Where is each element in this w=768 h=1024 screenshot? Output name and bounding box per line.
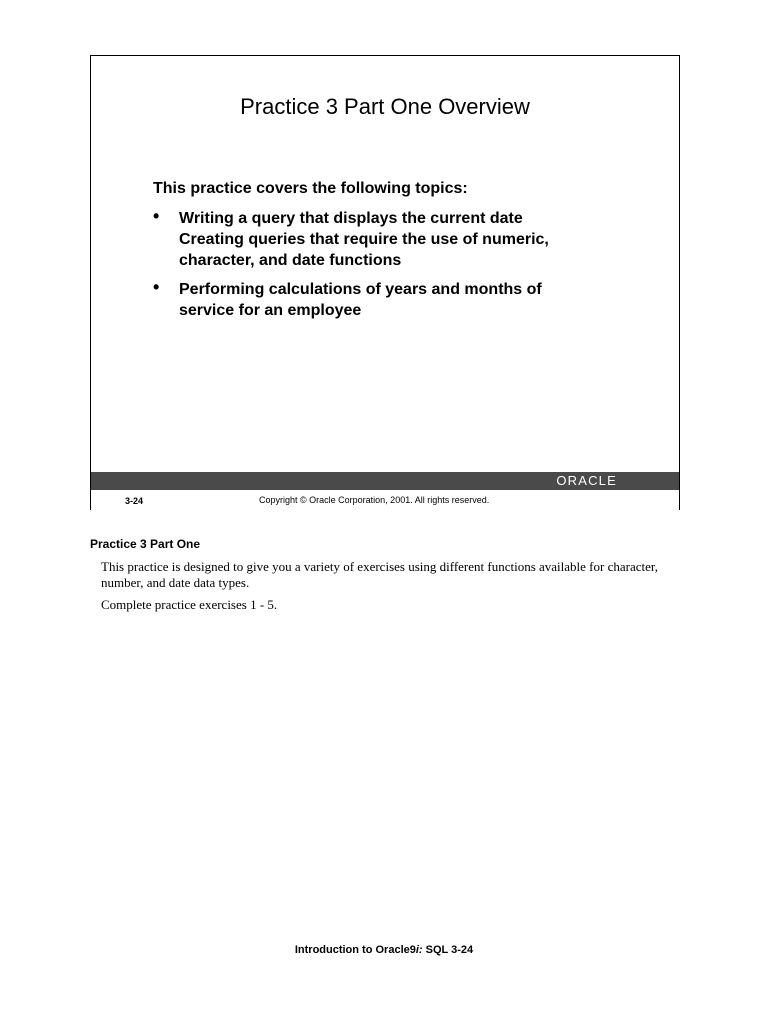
notes-body (101, 559, 661, 619)
page-footer (0, 944, 768, 956)
page-footer-suffix: SQL 3-24 (422, 944, 474, 956)
topic-text: Writing a query that displays the current date Creating queries that require the use of numeric, character, and date functions (179, 210, 549, 269)
page-footer-italic: i: (415, 944, 423, 956)
notes-paragraph: This practice is designed to give you a variety of exercises using different functions available for character, number, and date data types. (101, 559, 658, 590)
page-footer-prefix: Introduction to Oracle9 (294, 944, 416, 956)
slide-intro: This practice covers the following topics: (153, 180, 468, 197)
topic-list (153, 208, 633, 329)
slide-number: 3-24 (125, 496, 144, 506)
notes-paragraph: Complete practice exercises 1 - 5. (101, 597, 278, 612)
slide-frame (90, 55, 680, 510)
oracle-logo: ORACLE (556, 473, 617, 488)
bullet-icon: • (153, 206, 160, 226)
copyright-notice: Copyright © Oracle Corporation, 2001. All rights reserved. (259, 495, 490, 505)
slide-title: Practice 3 Part One Overview (240, 94, 530, 119)
bullet-icon: • (153, 277, 160, 297)
topic-text: Performing calculations of years and months of service for an employee (179, 281, 542, 319)
topic-item (153, 279, 633, 321)
notes-heading: Practice 3 Part One (90, 537, 201, 551)
topic-item (153, 208, 633, 271)
slide-footer-bar (91, 472, 679, 490)
